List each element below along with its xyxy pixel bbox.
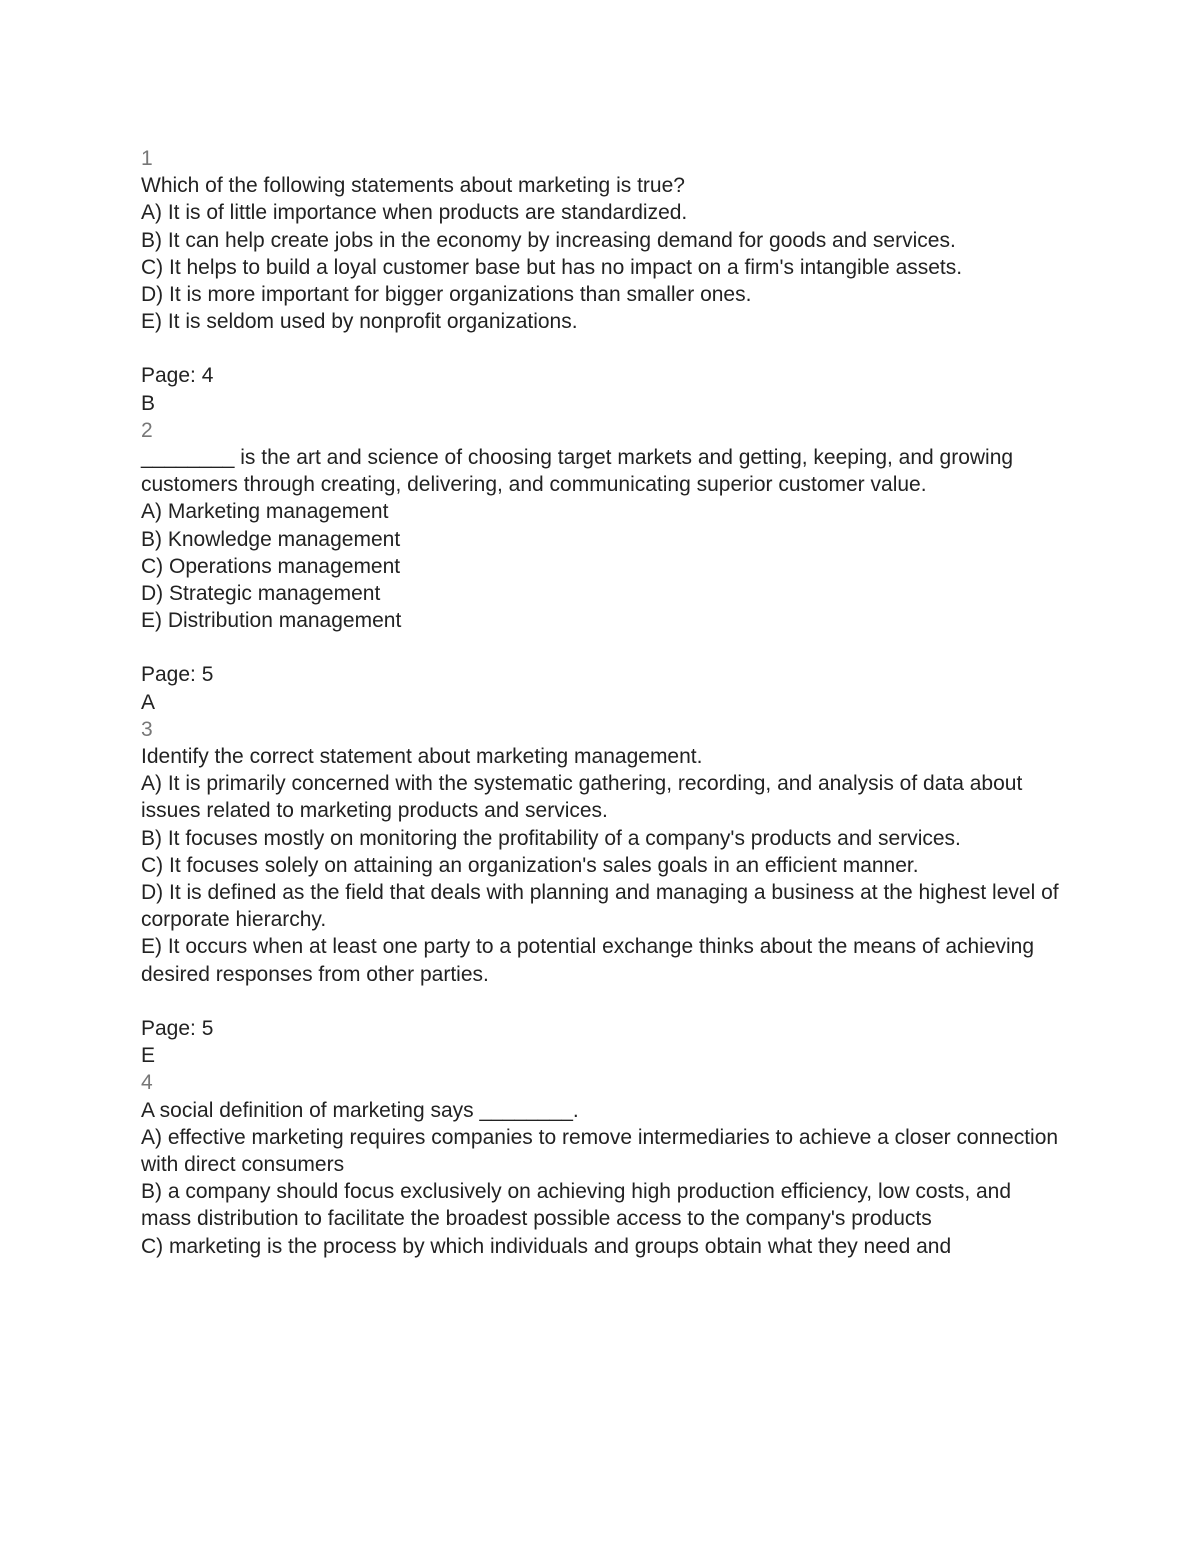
question-block	[141, 417, 1061, 716]
spacer	[141, 634, 1061, 661]
page-reference: Page: 5	[141, 663, 214, 687]
question-stem: Identify the correct statement about marketing management.	[141, 745, 703, 769]
option-c: C) Operations management	[141, 554, 401, 578]
option-e: E) It occurs when at least one party to a potential exchange thinks about the means of achieving desired responses from other parties.	[141, 935, 1035, 986]
option-a: A) It is of little importance when products are standardized.	[141, 201, 688, 225]
option-d: D) It is defined as the field that deals with planning and managing a business at the highest level of corporate hierarchy.	[141, 881, 1059, 932]
answer-key: B	[141, 391, 156, 415]
document-page	[141, 145, 1061, 1260]
question-stem: Which of the following statements about marketing is true?	[141, 174, 685, 198]
question-block	[141, 716, 1061, 1069]
option-c: C) marketing is the process by which individuals and groups obtain what they need and	[141, 1234, 952, 1258]
option-b: B) It can help create jobs in the economy by increasing demand for goods and services.	[141, 228, 956, 252]
question-block	[141, 145, 1061, 417]
answer-key: A	[141, 690, 156, 714]
question-number: 3	[141, 717, 153, 741]
spacer	[141, 988, 1061, 1015]
option-b: B) Knowledge management	[141, 527, 401, 551]
page-reference: Page: 4	[141, 364, 214, 388]
option-a: A) Marketing management	[141, 500, 389, 524]
page-reference: Page: 5	[141, 1016, 214, 1040]
option-d: D) It is more important for bigger organizations than smaller ones.	[141, 283, 752, 307]
option-e: E) Distribution management	[141, 609, 402, 633]
option-a: A) It is primarily concerned with the systematic gathering, recording, and analysis of data about issues related to marketing products and services.	[141, 772, 1023, 823]
spacer	[141, 335, 1061, 362]
question-number: 4	[141, 1071, 153, 1095]
option-b: B) a company should focus exclusively on achieving high production efficiency, low costs, and mass distribution to facilitate the broadest possible access to the company's products	[141, 1180, 1012, 1231]
option-c: C) It focuses solely on attaining an organization's sales goals in an efficient manner.	[141, 853, 919, 877]
question-number: 2	[141, 418, 153, 442]
answer-key: E	[141, 1044, 156, 1068]
question-stem: A social definition of marketing says ________.	[141, 1098, 579, 1122]
option-a: A) effective marketing requires companies to remove intermediaries to achieve a closer connection with direct consumers	[141, 1125, 1059, 1176]
option-b: B) It focuses mostly on monitoring the profitability of a company's products and services.	[141, 826, 961, 850]
option-e: E) It is seldom used by nonprofit organizations.	[141, 310, 578, 334]
question-stem: ________ is the art and science of choosing target markets and getting, keeping, and growing customers through creating, delivering, and communicating superior customer value.	[141, 446, 1014, 497]
option-c: C) It helps to build a loyal customer base but has no impact on a firm's intangible assets.	[141, 255, 963, 279]
question-number: 1	[141, 147, 153, 170]
question-block	[141, 1069, 1061, 1259]
option-d: D) Strategic management	[141, 582, 381, 606]
